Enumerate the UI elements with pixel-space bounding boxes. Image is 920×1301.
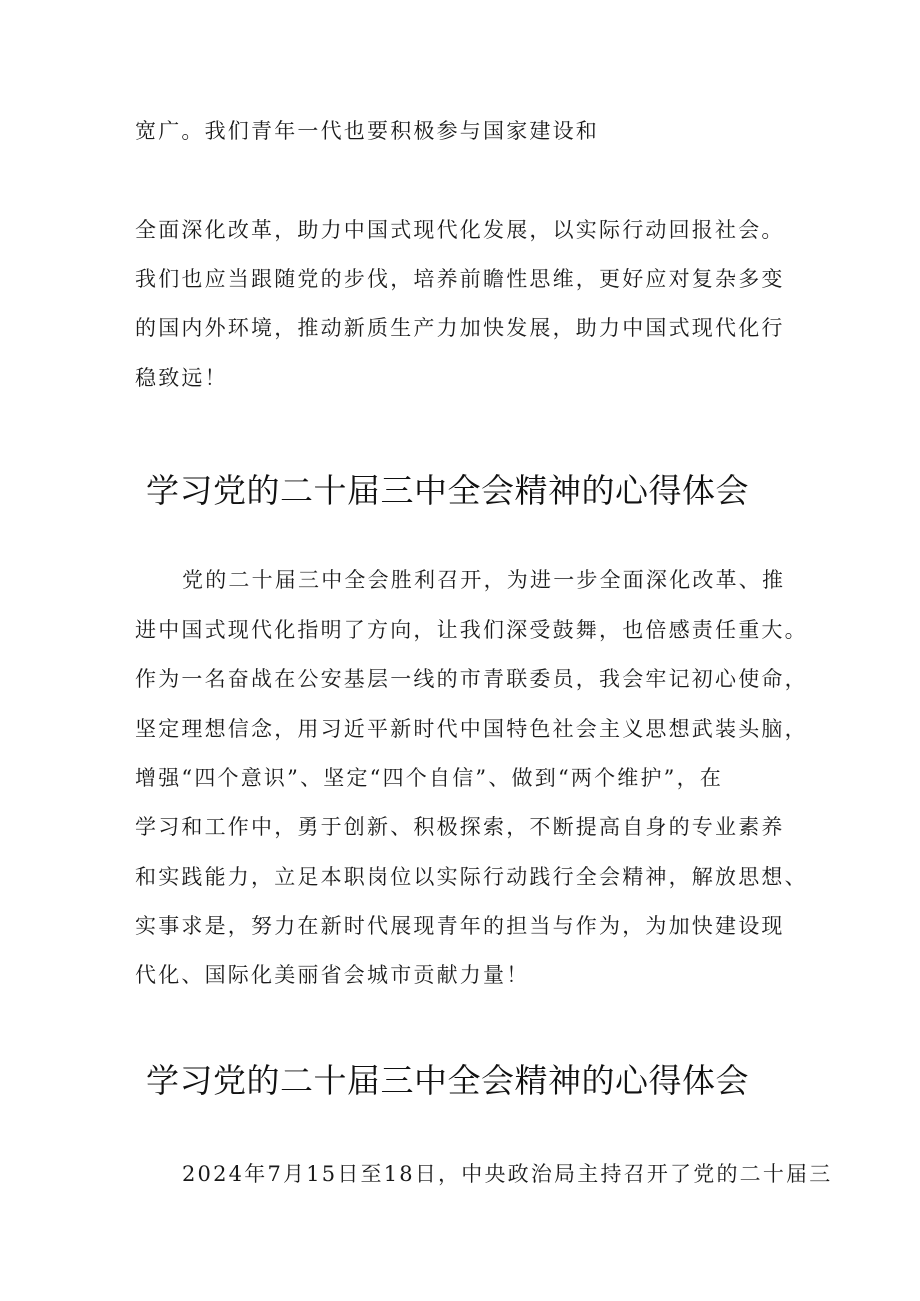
paragraph-line: 稳致远！ — [135, 366, 228, 390]
section-title: 学习党的二十届三中全会精神的心得体会 — [146, 471, 749, 510]
paragraph-line: 作为一名奋战在公安基层一线的市青联委员，我会牢记初心使命， — [135, 667, 808, 691]
paragraph-line: 代化、国际化美丽省会城市贡献力量！ — [135, 963, 530, 987]
paragraph-line: 和实践能力，立足本职岗位以实际行动践行全会精神，解放思想、 — [135, 865, 808, 889]
paragraph-line: 2024年7月15日至18日，中央政治局主持召开了党的二十届三 — [182, 1162, 833, 1186]
paragraph-line: 学习和工作中，勇于创新、积极探索，不断提高自身的专业素养 — [135, 815, 785, 839]
paragraph-line: 进中国式现代化指明了方向，让我们深受鼓舞，也倍感责任重大。 — [135, 618, 808, 642]
paragraph-line: 我们也应当跟随党的步伐，培养前瞻性思维，更好应对复杂多变 — [135, 267, 785, 291]
paragraph-line: 的国内外环境，推动新质生产力加快发展，助力中国式现代化行 — [135, 316, 785, 340]
section-title: 学习党的二十届三中全会精神的心得体会 — [146, 1061, 749, 1100]
paragraph-line: 实事求是，努力在新时代展现青年的担当与作为，为加快建设现 — [135, 914, 785, 938]
paragraph-line: 增强“四个意识”、坚定“四个自信”、做到“两个维护”，在 — [135, 766, 724, 790]
paragraph-line: 全面深化改革，助力中国式现代化发展，以实际行动回报社会。 — [135, 218, 785, 242]
paragraph-line: 宽广。我们青年一代也要积极参与国家建设和 — [135, 119, 599, 143]
paragraph-line: 党的二十届三中全会胜利召开，为进一步全面深化改革、推 — [182, 568, 786, 592]
paragraph-line: 坚定理想信念，用习近平新时代中国特色社会主义思想武装头脑， — [135, 717, 808, 741]
